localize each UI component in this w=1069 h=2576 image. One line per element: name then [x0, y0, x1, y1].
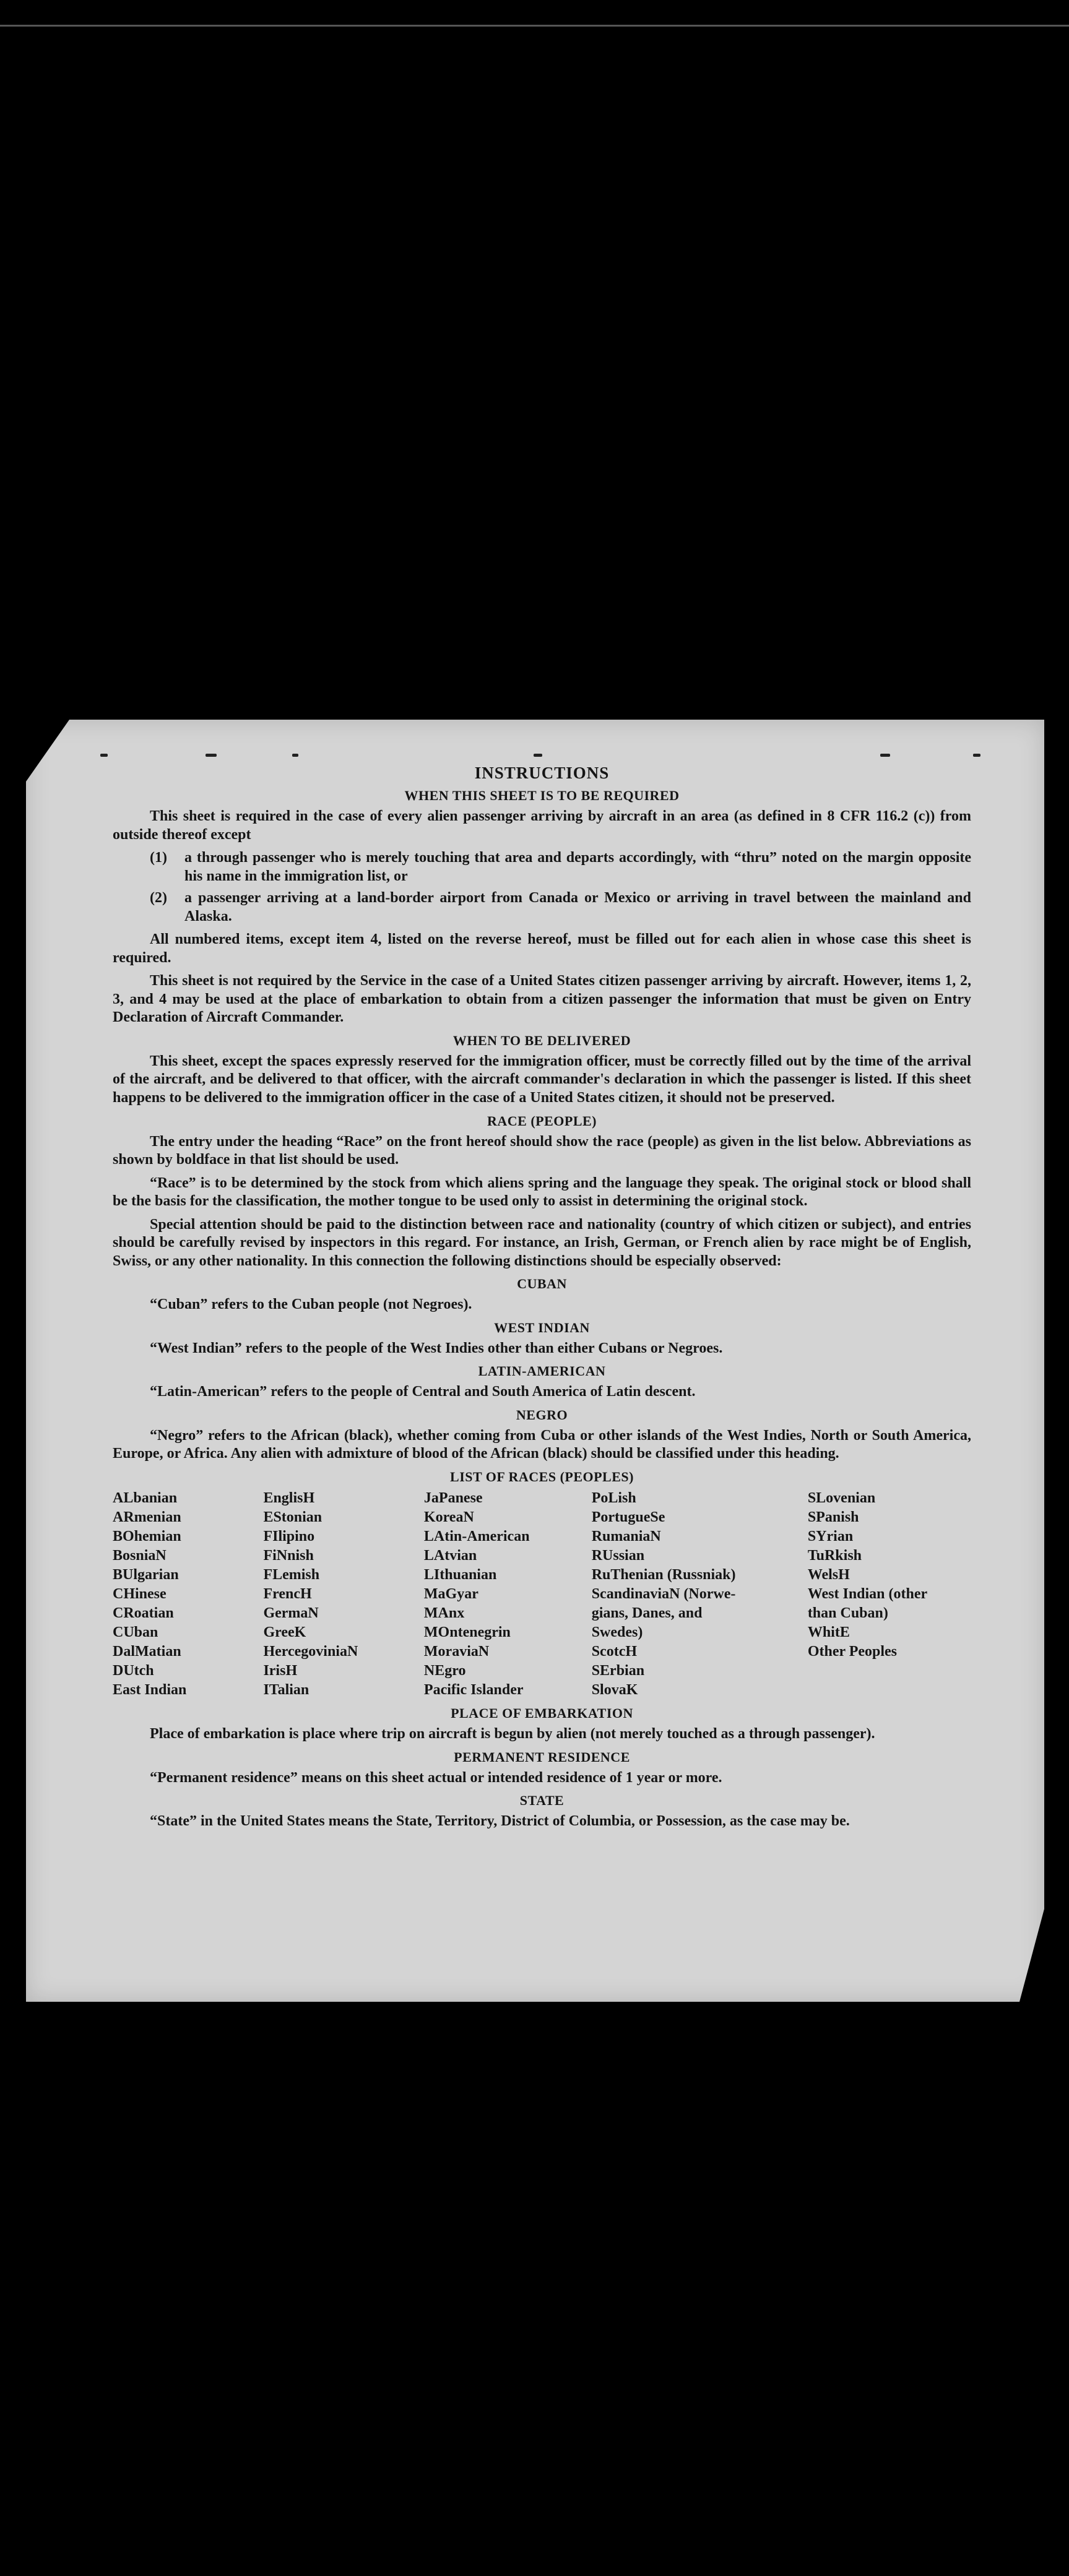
- paragraph: “Negro” refers to the African (black), whether coming from Cuba or other islands of the West Indies, North or South America, Europe, or Africa. Any alien with admixture of blood of the African (black) should be classified under this heading.: [113, 1427, 971, 1462]
- race-entry: PortugueSe: [591, 1509, 665, 1525]
- race-entry: KoreaN: [423, 1509, 474, 1525]
- race-entry: EnglisH: [263, 1489, 315, 1506]
- race-entry: DalMatian: [113, 1643, 181, 1660]
- race-entry: FIlipino: [263, 1528, 315, 1544]
- race-entry: FLemish: [263, 1566, 320, 1583]
- race-entry: WhitE: [807, 1624, 850, 1640]
- paragraph: This sheet is not required by the Service in the case of a United States citizen passenger arriving by aircraft. However, items 1, 2, 3, and 4 may be used at the place of embarkation to obtain from a citizen passenger the information that must be given on Entry Declaration of Aircraft Commander.: [113, 973, 971, 1026]
- heading-when-delivered: WHEN TO BE DELIVERED: [452, 1032, 631, 1048]
- race-entry: CRoatian: [113, 1605, 174, 1621]
- race-entry: RUssian: [591, 1547, 645, 1564]
- paragraph: Place of embarkation is place where trip on aircraft is begun by alien (not merely touched as a through passenger).: [150, 1726, 875, 1742]
- item-text: a through passenger who is merely touching that area and departs accordingly, with “thru” noted on the margin opposite his name in the immigration list, or: [184, 850, 971, 884]
- heading-west-indian: WEST INDIAN: [494, 1319, 590, 1335]
- race-entry: PoLish: [591, 1489, 636, 1506]
- race-entry: CHinese: [113, 1585, 167, 1602]
- paragraph: “Latin-American” refers to the people of Central and South America of Latin descent.: [150, 1384, 696, 1400]
- race-entry: ARmenian: [113, 1509, 181, 1525]
- heading-state: STATE: [519, 1793, 565, 1809]
- paragraph: “Cuban” refers to the Cuban people (not Negroes).: [150, 1296, 472, 1313]
- heading-negro: NEGRO: [516, 1406, 568, 1423]
- race-entry: BUlgarian: [113, 1566, 179, 1583]
- paragraph: “West Indian” refers to the people of the West Indies other than either Cubans or Negroes.: [150, 1340, 723, 1356]
- hole-punch-mark: [534, 754, 542, 757]
- hole-punch-mark: [206, 754, 217, 757]
- race-entry: MOntenegrin: [423, 1624, 511, 1640]
- race-entry: Swedes): [591, 1624, 643, 1640]
- item-number: (2): [150, 890, 167, 907]
- race-entry: LAtvian: [423, 1547, 477, 1564]
- race-entry: DUtch: [113, 1662, 154, 1679]
- race-entry: GreeK: [263, 1624, 306, 1640]
- race-entry: RuThenian (Russniak): [591, 1566, 736, 1583]
- heading-race: RACE (PEOPLE): [487, 1113, 597, 1129]
- race-entry: NEgro: [423, 1662, 466, 1679]
- paragraph: This sheet is required in the case of every alien passenger arriving by aircraft in an area (as defined in 8 CFR 116.2 (c)) from outside thereof except: [113, 808, 971, 843]
- race-entry: SPanish: [807, 1509, 859, 1525]
- paragraph: Special attention should be paid to the distinction between race and nationality (country of which citizen or subject), and entries should be carefully revised by inspectors in this regard. For instance, an Irish, German, or French alien by race might be of English, Swiss, or any other nationality. In this connection the following distinctions should be especially observed:: [113, 1216, 971, 1269]
- list-item: [150, 889, 971, 926]
- paragraph: “State” in the United States means the State, Territory, District of Columbia, or Possession, as the case may be.: [150, 1813, 850, 1830]
- folded-corner: [26, 720, 69, 782]
- item-text: a passenger arriving at a land-border airport from Canada or Mexico or arriving in travel between the mainland and Alaska.: [184, 890, 971, 924]
- race-entry: gians, Danes, and: [591, 1605, 703, 1621]
- race-entry: WelsH: [807, 1566, 850, 1583]
- heading-cuban: CUBAN: [517, 1276, 567, 1292]
- race-entry: MoraviaN: [423, 1643, 490, 1660]
- paragraph: All numbered items, except item 4, listed on the reverse hereof, must be filled out for each alien in whose case this sheet is required.: [113, 931, 971, 966]
- race-entry: BosniaN: [113, 1547, 167, 1564]
- heading-when-required: WHEN THIS SHEET IS TO BE REQUIRED: [404, 788, 680, 804]
- race-entry: Pacific Islander: [423, 1681, 524, 1698]
- race-entry: FrencH: [263, 1585, 312, 1602]
- race-entry: LAtin-American: [423, 1528, 530, 1544]
- race-column: [263, 1489, 423, 1700]
- instruction-sheet: [26, 720, 1044, 2002]
- hole-punch-mark: [880, 754, 890, 757]
- race-entry: SLovenian: [807, 1489, 876, 1506]
- heading-list-of-races: LIST OF RACES (PEOPLES): [450, 1468, 634, 1484]
- race-entry: FiNnish: [263, 1547, 314, 1564]
- page-title: INSTRUCTIONS: [474, 764, 610, 782]
- race-entry: TuRkish: [807, 1547, 862, 1564]
- race-entry: than Cuban): [807, 1605, 888, 1621]
- race-entry: CUban: [113, 1624, 158, 1640]
- race-entry: JaPanese: [423, 1489, 483, 1506]
- race-entry: MAnx: [423, 1605, 465, 1621]
- item-number: (1): [150, 850, 167, 866]
- race-entry: West Indian (other: [807, 1585, 928, 1602]
- race-entry: ScandinaviaN (Norwe-: [591, 1585, 736, 1602]
- race-entry: RumaniaN: [591, 1528, 661, 1544]
- race-column: [424, 1489, 592, 1700]
- race-column: [808, 1489, 971, 1700]
- list-item: [150, 849, 971, 885]
- hole-punch-mark: [973, 754, 980, 757]
- race-entry: SlovaK: [591, 1681, 638, 1698]
- race-entry: IrisH: [263, 1662, 298, 1679]
- race-entry: EStonian: [263, 1509, 322, 1525]
- race-column: [113, 1489, 263, 1700]
- scan-top-edge: [0, 25, 1069, 27]
- exception-list: [113, 849, 971, 926]
- race-entry: ScotcH: [591, 1643, 638, 1660]
- race-entry: LIthuanian: [423, 1566, 497, 1583]
- hole-punch-mark: [100, 754, 108, 757]
- paragraph: This sheet, except the spaces expressly reserved for the immigration officer, must be correctly filled out by the time of the arrival of the aircraft, and be delivered to that officer, with the aircraft commander's declaration in which the passenger is listed. If this sheet happens to be delivered to the immigration officer in the case of a United States citizen, it should not be preserved.: [113, 1053, 971, 1106]
- race-entry: MaGyar: [423, 1585, 478, 1602]
- race-entry: ITalian: [263, 1681, 309, 1698]
- race-list: [113, 1489, 971, 1700]
- race-column: [592, 1489, 808, 1700]
- race-entry: BOhemian: [113, 1528, 181, 1544]
- folded-corner-bottom: [1019, 1909, 1044, 2002]
- race-entry: HercegoviniaN: [263, 1643, 358, 1660]
- race-entry: East Indian: [113, 1681, 187, 1698]
- heading-embarkation: PLACE OF EMBARKATION: [451, 1705, 633, 1721]
- heading-latin-american: LATIN-AMERICAN: [478, 1363, 606, 1379]
- paragraph: The entry under the heading “Race” on the front hereof should show the race (people) as given in the list below. Abbreviations as shown by boldface in that list should be used.: [113, 1133, 971, 1168]
- paragraph: “Permanent residence” means on this sheet actual or intended residence of 1 year or more.: [150, 1769, 722, 1786]
- race-entry: GermaN: [263, 1605, 319, 1621]
- race-entry: SErbian: [591, 1662, 645, 1679]
- paragraph: “Race” is to be determined by the stock from which aliens spring and the language they speak. The original stock or blood shall be the basis for the classification, the mother tongue to be used only to assist in determining the original stock.: [113, 1174, 971, 1210]
- race-entry: SYrian: [807, 1528, 854, 1544]
- race-entry: ALbanian: [113, 1489, 178, 1506]
- hole-punch-mark: [292, 754, 298, 757]
- race-entry: Other Peoples: [807, 1643, 898, 1660]
- heading-residence: PERMANENT RESIDENCE: [454, 1749, 630, 1765]
